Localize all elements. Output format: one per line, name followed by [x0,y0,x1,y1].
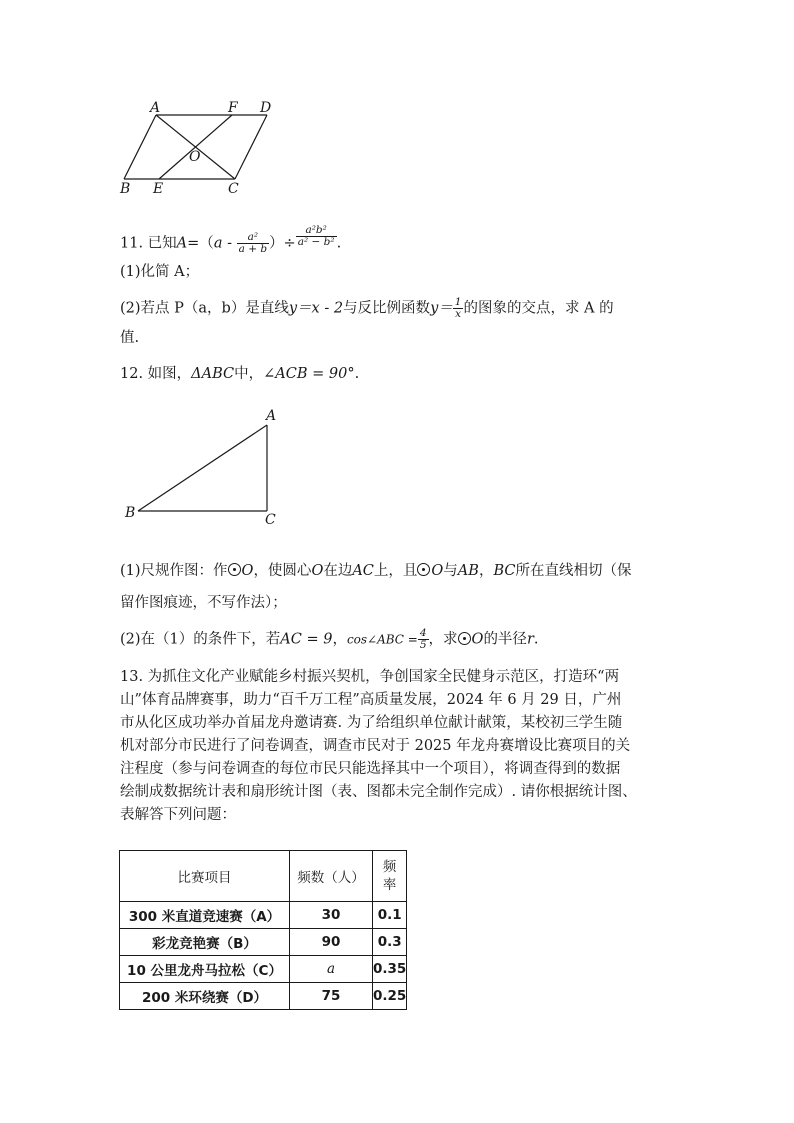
row-count: 90 [290,929,373,956]
q12-AB: AB [457,563,479,579]
triangle-figure [120,405,290,530]
q12-number: 12. 如图， [120,366,192,382]
q12-O1: O [241,563,254,579]
q12-part2 [120,628,538,651]
q12-AC: AC [352,563,374,579]
row-freq: 0.25 [373,983,407,1010]
label-C: C [228,181,239,197]
label-B: B [120,181,131,197]
row-count: a [290,956,373,983]
q11-div: ）÷ [269,235,296,252]
side-AB [138,425,267,511]
q12-part1 [120,561,631,581]
q11-part2-cont: 值. [120,330,140,346]
q13-line: 表解答下列问题： [120,807,236,823]
parallelogram-figure [110,95,290,200]
tri-label-B: B [125,505,136,521]
q12-p2-c: ，求 [428,631,458,648]
q11-line-eq: y＝x - 2 [288,300,344,317]
header-count: 频数（人） [290,851,373,902]
q11-end: . [336,235,342,252]
var-A: A [176,235,188,252]
row-item: 300 米直道竞速赛（A） [120,902,290,929]
q12-p1-a: (1)尺规作图：作 [120,563,228,579]
table-row [120,902,407,929]
q12-p1-c: 在边 [323,563,353,579]
q12-p2-d: 的半径 [483,631,527,648]
row-freq: 0.3 [373,929,407,956]
circle-dot-icon [417,563,430,576]
circle-dot-icon [228,563,241,576]
label-O: O [189,149,201,165]
q12-p1-g: 所在直线相切（保 [515,563,632,579]
q12-p2-e: . [533,631,539,648]
q12-p1-b: ，使圆心 [253,563,312,579]
q11-eq: =（ [187,235,214,252]
q12-p2-a: (2)在（1）的条件下，若 [120,631,281,648]
q12-triangle: ΔABC [191,366,235,382]
circle-dot-icon [458,632,471,645]
q11-frac1 [237,232,269,255]
row-count: 75 [290,983,373,1010]
q12-p1-e: 与 [443,563,458,579]
frac3-num: 1 [454,296,462,308]
q11-part2 [120,297,614,320]
q12-O4: O [471,631,484,648]
q12-ac-value: AC = 9 [280,631,333,648]
q11-stem [120,224,342,255]
q12-p2-b: ， [332,631,347,648]
header-freq [373,851,407,902]
minus-sign: - [222,235,237,252]
frac2-den: a² − b² [297,236,335,248]
row-item: 200 米环绕赛（D） [120,983,290,1010]
table-row [120,983,407,1010]
q12-O2: O [311,563,324,579]
tri-label-C: C [265,512,276,528]
frac3-den: x [455,308,462,320]
frac1-den: a + b [238,243,268,255]
row-freq: 0.35 [373,956,407,983]
q11-frac3 [453,297,464,320]
q11-y: y＝ [430,300,453,317]
q13-line: 市从化区成功举办首届龙舟邀请赛. 为了给组织单位献计献策，某校初三学生随 [120,715,623,731]
q12-BC: BC [493,563,516,579]
side-DC [235,115,267,179]
q12-frac-num: 4 [419,627,427,639]
header-freq-text: 频率 [382,859,397,893]
label-E: E [153,181,164,197]
statistics-table [119,850,407,1010]
tri-label-A: A [266,408,277,424]
q13-line: 山”体育品牌赛事，助力“百千万工程”高质量发展，2024 年 6 月 29 日，广州 [120,692,622,708]
q12-cos: cos∠ABC = [346,632,418,647]
row-item: 10 公里龙舟马拉松（C） [120,956,290,983]
header-item: 比赛项目 [120,851,290,902]
table-header-row [120,851,407,902]
q12-p1-f: ， [478,563,494,579]
table-row [120,956,407,983]
q12-stem [120,364,359,384]
q11-part2-a: (2)若点 P（a，b）是直线 [120,300,289,317]
side-BA [124,115,156,179]
q12-frac-den: 5 [419,639,427,651]
q11-number: 11. 已知 [120,235,177,252]
q13-paragraph [120,666,685,827]
frac2-num: a²b² [296,225,337,237]
q13-line: 机对部分市民进行了问卷调查，调查市民对于 2025 年龙舟赛增设比赛项目的关 [120,738,631,754]
q11-frac2 [296,225,337,248]
q12-part1-cont: 留作图痕迹，不写作法）； [120,595,287,611]
q12-frac [418,628,429,651]
frac1-num: a² [237,232,269,244]
q11-part2-c: 的图象的交点，求 A 的 [463,300,614,317]
q12-mid: 中， [234,366,264,382]
q13-line: 13. 为抓住文化产业赋能乡村振兴契机，争创国家全民健身示范区，打造环“两 [120,669,620,685]
q11-part1: (1)化简 A； [120,264,200,280]
label-F: F [228,100,238,116]
q12-O3: O [431,563,444,579]
label-A: A [150,100,161,116]
label-D: D [260,100,272,116]
var-a: a [213,235,223,252]
q11-part2-b: 与反比例函数 [343,300,431,317]
row-freq: 0.1 [373,902,407,929]
segment-FE [159,115,232,179]
q12-end: . [354,366,360,382]
table-row [120,929,407,956]
q12-p1-d: 上，且 [373,563,418,579]
row-count: 30 [290,902,373,929]
q13-line: 注程度（参与问卷调查的每位市民只能选择其中一个项目），将调查得到的数据 [120,761,621,777]
q12-angle: ∠ACB = 90° [263,366,355,382]
row-item: 彩龙竞艳赛（B） [120,929,290,956]
q12-r: r [526,631,534,648]
q13-line: 绘制成数据统计表和扇形统计图（表、图都未完全制作完成）. 请你根据统计图、 [120,784,637,800]
